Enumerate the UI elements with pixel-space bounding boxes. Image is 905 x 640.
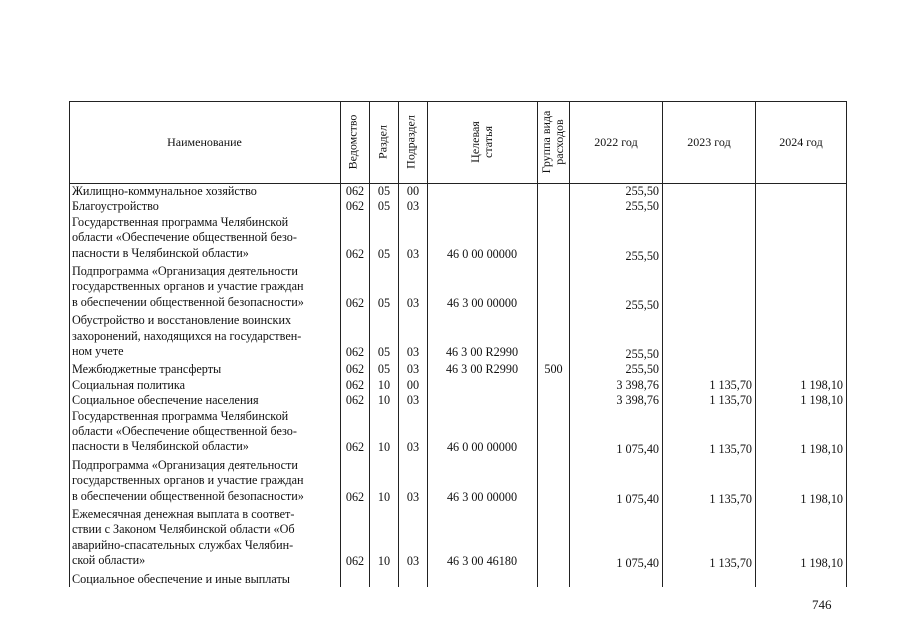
header-name: Наименование bbox=[167, 134, 242, 149]
cell-vedomstvo: 062 bbox=[345, 393, 365, 408]
row-name-line: Социальная политика bbox=[72, 377, 186, 392]
header-2022: 2022 год bbox=[594, 134, 638, 149]
cell-vedomstvo: 062 bbox=[345, 362, 365, 377]
column-border-7 bbox=[662, 101, 663, 587]
table-top-border bbox=[69, 101, 846, 102]
cell-2024: 1 198,10 bbox=[800, 442, 843, 457]
cell-razdel: 10 bbox=[377, 393, 391, 408]
cell-razdel: 05 bbox=[377, 184, 391, 198]
cell-razdel: 05 bbox=[377, 345, 391, 359]
cell-target-article: 46 3 00 00000 bbox=[446, 489, 518, 504]
row-name-line: Подпрограмма «Организация деятельности bbox=[72, 264, 298, 278]
cell-2022: 255,50 bbox=[625, 199, 659, 214]
cell-razdel: 10 bbox=[377, 377, 391, 392]
column-border-2 bbox=[369, 101, 370, 587]
row-name-line: Благоустройство bbox=[72, 199, 159, 214]
cell-vedomstvo: 062 bbox=[345, 184, 365, 198]
cell-podrazdel: 03 bbox=[406, 295, 420, 310]
row-name-line: области «Обеспечение общественной безо- bbox=[72, 230, 297, 245]
row-name-line: в обеспечении общественной безопасности» bbox=[72, 488, 304, 503]
cell-target-article: 46 0 00 00000 bbox=[446, 246, 518, 261]
row-name-line: в обеспечении общественной безопасности» bbox=[72, 294, 304, 309]
row-name-line: Социальное обеспечение населения bbox=[72, 393, 259, 408]
row-name-line: ствии с Законом Челябинской области «Об bbox=[72, 522, 295, 537]
cell-razdel: 05 bbox=[377, 295, 391, 310]
row-name-line: государственных органов и участие граждан bbox=[72, 473, 304, 488]
cell-2023: 1 135,70 bbox=[709, 393, 752, 408]
cell-podrazdel: 03 bbox=[406, 440, 420, 455]
cell-2022: 3 398,76 bbox=[616, 393, 659, 408]
cell-2023: 1 135,70 bbox=[709, 491, 752, 506]
cell-2022: 255,50 bbox=[625, 362, 659, 377]
row-name-line: аварийно-спасательных службах Челябин- bbox=[72, 537, 294, 552]
cell-2023: 1 135,70 bbox=[709, 556, 752, 571]
column-border-4 bbox=[427, 101, 428, 587]
cell-2022: 3 398,76 bbox=[616, 377, 659, 392]
row-name-line: Ежемесячная денежная выплата в соответ- bbox=[72, 507, 295, 521]
row-name-line: пасности в Челябинской области» bbox=[72, 439, 249, 454]
cell-razdel: 10 bbox=[377, 440, 391, 455]
cell-podrazdel: 03 bbox=[406, 489, 420, 504]
cell-razdel: 05 bbox=[377, 362, 391, 377]
header-expense-group: Группа вида расходов bbox=[539, 110, 566, 174]
column-border-5 bbox=[537, 101, 538, 587]
cell-2022: 1 075,40 bbox=[616, 491, 659, 506]
cell-podrazdel: 03 bbox=[406, 554, 420, 569]
cell-2022: 255,50 bbox=[625, 347, 659, 361]
cell-target-article: 46 3 00 R2990 bbox=[445, 345, 519, 359]
cell-vedomstvo: 062 bbox=[345, 489, 365, 504]
row-name-line: области «Обеспечение общественной безо- bbox=[72, 424, 297, 438]
header-bottom-border bbox=[69, 183, 846, 184]
cell-razdel: 10 bbox=[377, 554, 391, 569]
header-razdel: Раздел bbox=[375, 125, 390, 159]
cell-2024: 1 198,10 bbox=[800, 491, 843, 506]
row-name-line: пасности в Челябинской области» bbox=[72, 245, 249, 260]
cell-2024: 1 198,10 bbox=[800, 377, 843, 392]
header-2023: 2023 год bbox=[687, 134, 731, 149]
cell-podrazdel: 03 bbox=[406, 345, 420, 359]
column-border-6 bbox=[569, 101, 570, 587]
row-name-line: ном учете bbox=[72, 344, 124, 358]
column-border-1 bbox=[340, 101, 341, 587]
column-border-8 bbox=[755, 101, 756, 587]
header-2024: 2024 год bbox=[779, 134, 823, 149]
cell-podrazdel: 03 bbox=[406, 199, 420, 214]
cell-razdel: 05 bbox=[377, 246, 391, 261]
cell-target-article: 46 3 00 00000 bbox=[446, 295, 518, 310]
cell-podrazdel: 03 bbox=[406, 362, 420, 377]
cell-podrazdel: 00 bbox=[406, 377, 420, 392]
row-name-line: ской области» bbox=[72, 553, 146, 568]
cell-vedomstvo: 062 bbox=[345, 295, 365, 310]
cell-target-article: 46 3 00 46180 bbox=[446, 554, 518, 569]
cell-2022: 255,50 bbox=[625, 184, 659, 198]
header-podrazdel: Подраздел bbox=[403, 115, 418, 169]
cell-vedomstvo: 062 bbox=[345, 246, 365, 261]
cell-podrazdel: 03 bbox=[406, 246, 420, 261]
cell-2023: 1 135,70 bbox=[709, 377, 752, 392]
row-name-line: Подпрограмма «Организация деятельности bbox=[72, 457, 298, 472]
row-name-line: государственных органов и участие граждан bbox=[72, 279, 304, 294]
row-name-line: захоронений, находящихся на государствен- bbox=[72, 328, 302, 343]
cell-2024: 1 198,10 bbox=[800, 556, 843, 571]
cell-target-article: 46 3 00 R2990 bbox=[445, 362, 519, 377]
row-name-line: Государственная программа Челябинской bbox=[72, 408, 289, 423]
header-vedomstvo: Ведомство bbox=[345, 114, 360, 170]
column-border-3 bbox=[398, 101, 399, 587]
header-target-article: Целевая статья bbox=[468, 121, 495, 163]
row-name-line: Обустройство и восстановление воинских bbox=[72, 313, 292, 328]
cell-razdel: 10 bbox=[377, 489, 391, 504]
column-border-0 bbox=[69, 101, 70, 587]
cell-2023: 1 135,70 bbox=[709, 442, 752, 457]
cell-2022: 255,50 bbox=[625, 248, 659, 263]
row-name-line: Государственная программа Челябинской bbox=[72, 214, 289, 229]
cell-vedomstvo: 062 bbox=[345, 377, 365, 392]
cell-podrazdel: 03 bbox=[406, 393, 420, 408]
cell-2022: 1 075,40 bbox=[616, 556, 659, 571]
column-border-9 bbox=[846, 101, 847, 587]
cell-vedomstvo: 062 bbox=[345, 554, 365, 569]
page-number: 746 bbox=[812, 597, 832, 612]
row-name-line: Межбюджетные трансферты bbox=[72, 362, 222, 377]
cell-target-article: 46 0 00 00000 bbox=[446, 440, 518, 455]
cell-expense-group: 500 bbox=[544, 362, 563, 377]
cell-2022: 1 075,40 bbox=[616, 442, 659, 457]
row-name-line: Жилищно-коммунальное хозяйство bbox=[72, 184, 257, 198]
cell-vedomstvo: 062 bbox=[345, 440, 365, 455]
cell-podrazdel: 00 bbox=[406, 184, 420, 198]
cell-vedomstvo: 062 bbox=[345, 199, 365, 214]
cell-vedomstvo: 062 bbox=[345, 345, 365, 359]
row-name-line: Социальное обеспечение и иные выплаты bbox=[72, 571, 290, 586]
cell-2024: 1 198,10 bbox=[800, 393, 843, 408]
cell-razdel: 05 bbox=[377, 199, 391, 214]
cell-2022: 255,50 bbox=[625, 297, 659, 312]
